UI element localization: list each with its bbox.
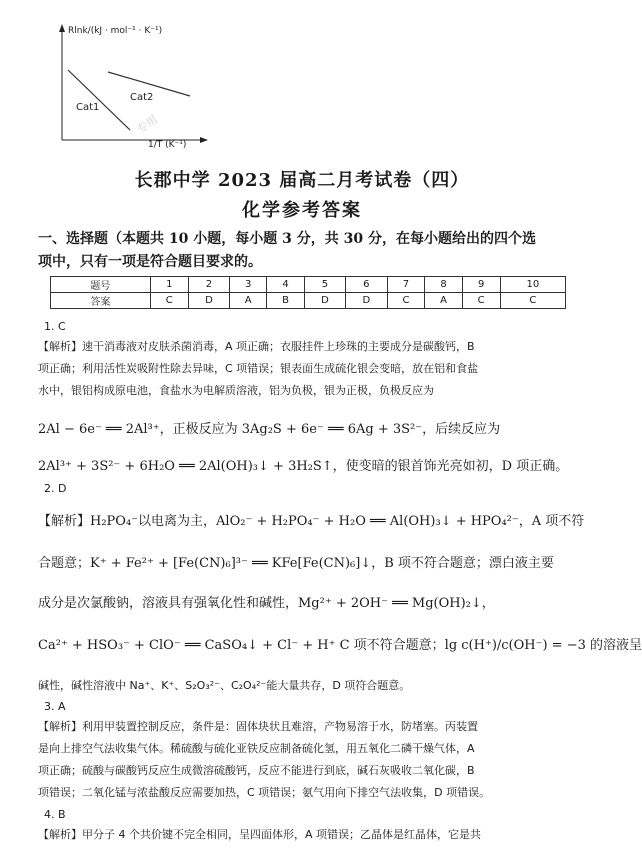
cat2-label: Cat2 xyxy=(130,92,154,103)
answer-table xyxy=(50,276,566,309)
q1-equation1: 2Al − 6e⁻ ══ 2Al³⁺，正极反应为 3Ag₂S + 6e⁻ ══ 6Ag + 3S²⁻，后续反应为 xyxy=(38,422,501,437)
table-cell: 4 xyxy=(267,277,304,293)
table-cell: D xyxy=(188,293,229,309)
q3-line3: 项正确；硫酸与碳酸钙反应生成微溶硫酸钙，反应不能进行到底，碱石灰吸收二氧化碳，B xyxy=(38,764,475,777)
q1-line2: 项正确；利用活性炭吸附性除去异味，C 项错误；银表面生成硫化银会变暗，放在铝和食盐 xyxy=(38,362,479,375)
q2-line1: 【解析】H₂PO₄⁻以电离为主，AlO₂⁻ + H₂PO₄⁻ + H₂O ══ Al(OH)₃↓ + HPO₄²⁻，A 项不符 xyxy=(38,514,585,529)
section-heading-line2: 项中，只有一项是符合题目要求的。 xyxy=(38,254,262,270)
section-heading xyxy=(38,228,568,274)
q3-line2: 是向上排空气法收集气体。稀硫酸与硫化亚铁反应制备硫化氢，用五氧化二磷干燥气体，A xyxy=(38,742,475,755)
table-row-answers xyxy=(51,293,566,309)
table-cell: A xyxy=(230,293,267,309)
rate-constant-graph xyxy=(40,20,210,158)
table-cell: 5 xyxy=(304,277,345,293)
q1-line3: 水中，银铝构成原电池，食盐水为电解质溶液，铝为负极，银为正极，负极反应为 xyxy=(38,384,434,397)
row-label-number: 题号 xyxy=(51,277,151,293)
table-cell: C xyxy=(150,293,188,309)
q3-explanation xyxy=(38,716,568,804)
section-heading-line1: 一、选择题（本题共 10 小题，每小题 3 分，共 30 分，在每小题给出的四个选 xyxy=(38,231,536,247)
q2-line5: 碱性，碱性溶液中 Na⁺、K⁺、S₂O₃²⁻、C₂O₄²⁻能大量共存，D 项符合题意。 xyxy=(38,679,411,692)
x-axis-label: 1/T (K⁻¹) xyxy=(148,140,187,150)
table-cell: D xyxy=(346,293,387,309)
table-cell: 2 xyxy=(188,277,229,293)
q4-line1: 【解析】甲分子 4 个共价键不完全相同，呈四面体形，A 项错误；乙晶体是红晶体，它是共 xyxy=(38,828,482,841)
cat1-label: Cat1 xyxy=(76,102,100,113)
q4-number: 4. B xyxy=(44,808,66,821)
x-axis-arrow xyxy=(200,137,208,143)
table-cell: 7 xyxy=(387,277,425,293)
watermark: 专用 xyxy=(134,112,161,137)
table-cell: 8 xyxy=(425,277,462,293)
q3-number: 3. A xyxy=(44,700,66,713)
cat1-line xyxy=(68,70,130,130)
table-cell: 3 xyxy=(230,277,267,293)
table-cell: 9 xyxy=(462,277,500,293)
answer-title: 化学参考答案 xyxy=(242,200,362,221)
y-axis-arrow xyxy=(59,24,65,32)
table-cell: C xyxy=(500,293,565,309)
q2-line4: Ca²⁺ + HSO₃⁻ + ClO⁻ ══ CaSO₄↓ + Cl⁻ + H⁺ C 项不符合题意；lg c(H⁺)/c(OH⁻) = −3 的溶液呈 xyxy=(38,638,642,653)
table-cell: B xyxy=(267,293,304,309)
table-cell: 6 xyxy=(346,277,387,293)
exam-title: 长郡中学 2023 届高二月考试卷（四） xyxy=(134,170,470,191)
table-cell: A xyxy=(425,293,462,309)
q2-line3: 成分是次氯酸钠，溶液具有强氧化性和碱性，Mg²⁺ + 2OH⁻ ══ Mg(OH)₂↓， xyxy=(38,596,495,611)
q3-line4: 项错误；二氧化锰与浓盐酸反应需要加热，C 项错误；氨气用向下排空气法收集，D 项错误。 xyxy=(38,786,491,799)
table-row-numbers xyxy=(51,277,566,293)
y-axis-label: Rlnk/(kJ · mol⁻¹ · K⁻¹) xyxy=(68,26,163,36)
q1-equation2: 2Al³⁺ + 3S²⁻ + 6H₂O ══ 2Al(OH)₃↓ + 3H₂S↑，使变暗的银首饰光亮如初，D 项正确。 xyxy=(38,459,569,474)
table-cell: 10 xyxy=(500,277,565,293)
table-cell: C xyxy=(387,293,425,309)
graph-svg xyxy=(40,20,210,158)
row-label-answer: 答案 xyxy=(51,293,151,309)
q2-number: 2. D xyxy=(44,482,67,495)
q1-explanation xyxy=(38,336,568,402)
q2-line2: 合题意；K⁺ + Fe²⁺ + [Fe(CN)₆]³⁻ ══ KFe[Fe(CN)₆]↓，B 项不符合题意；漂白液主要 xyxy=(38,556,554,571)
q1-line1: 【解析】速干消毒液对皮肤杀菌消毒，A 项正确；衣服挂件上珍珠的主要成分是碳酸钙，B xyxy=(38,340,475,353)
q3-line1: 【解析】利用甲装置控制反应，条件是：固体块状且难溶，产物易溶于水，防堵塞。丙装置 xyxy=(38,720,478,733)
table-cell: D xyxy=(304,293,345,309)
table-cell: C xyxy=(462,293,500,309)
q1-number: 1. C xyxy=(44,320,66,333)
table-cell: 1 xyxy=(150,277,188,293)
